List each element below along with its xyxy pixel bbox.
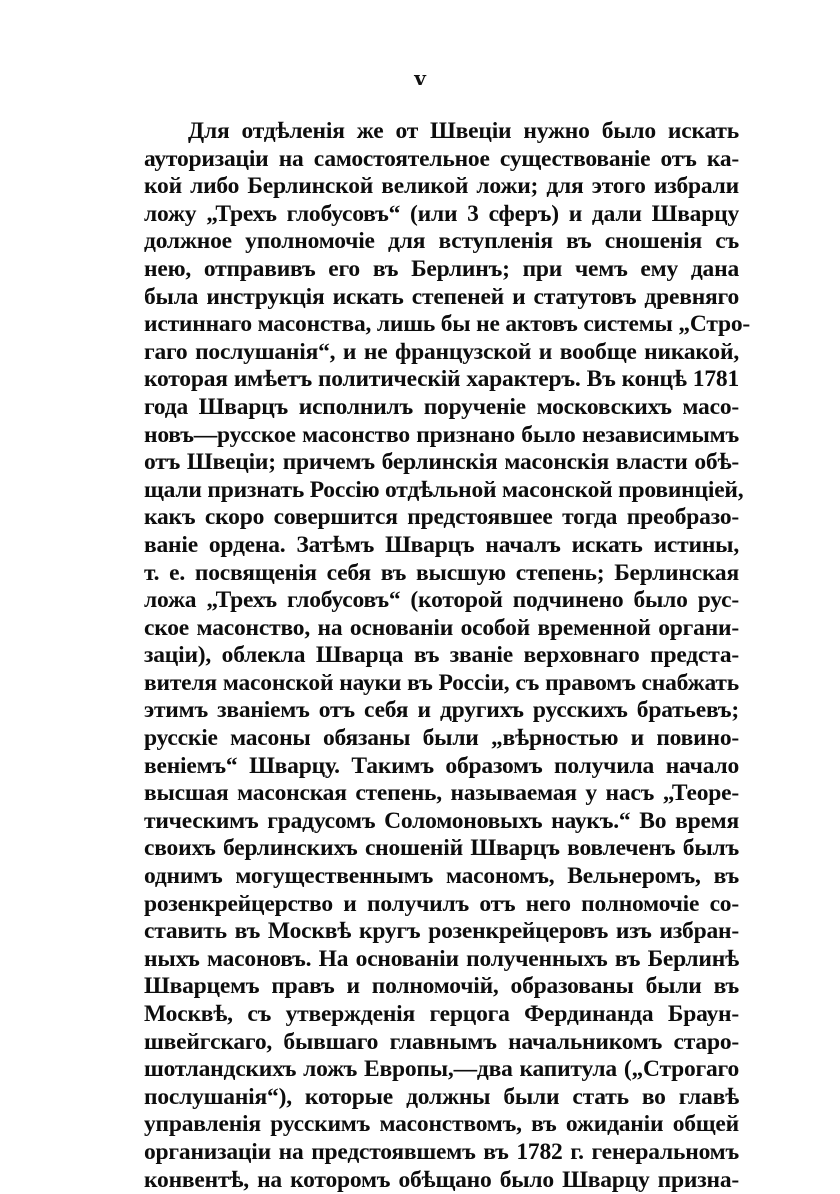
text-line: управленія русскимъ масонствомъ, въ ожиданіи общей [144,1111,739,1138]
text-line: ныхъ масоновъ. На основаніи полученныхъ въ Берлинѣ [144,945,739,972]
text-line: заціи), облекла Шварца въ званіе верховнаго предста- [144,642,739,669]
text-line: гаго послушанія“, и не французской и вообще никакой, [144,338,739,365]
text-line: розенкрейцерство и получилъ отъ него полномочіе со- [144,890,739,917]
text-line: русскіе масоны обязаны были „вѣрностью и повино- [144,725,739,752]
text-line: нею, отправивъ его въ Берлинъ; при чемъ ему дана [144,255,739,282]
text-line: Для отдѣленія же от Швеціи нужно было искать [188,118,739,144]
text-line: была инструкція искать степеней и статутовъ древняго [144,283,739,310]
text-line: ложа „Трехъ глобусовъ“ (которой подчинено было рус- [144,587,739,614]
text-line: швейгскаго, бывшаго главнымъ начальникомъ старо- [144,1028,739,1055]
text-line: Москвѣ, съ утвержденія герцога Фердинанда Браун- [144,1001,739,1027]
text-line: щали признать Россію отдѣльной масонской провинціей, [144,476,744,503]
text-line: однимъ могущественнымъ масономъ, Вельнеромъ, въ [144,863,739,890]
text-line: ауторизаціи на самостоятельное существованіе отъ ка- [144,145,739,172]
text-line: ское масонство, на основаніи особой временной органи- [144,614,739,641]
text-line: этимъ званіемъ отъ себя и другихъ русскихъ братьевъ; [144,697,739,724]
text-line: шотландскихъ ложъ Европы,—два капитула („Строгаго [144,1056,739,1083]
text-line: какъ скоро совершится предстоявшее тогда преобразо- [144,504,739,531]
text-line: года Шварцъ исполнилъ порученіе московскихъ масо- [144,393,739,420]
text-line: послушанія“), которые должны были стать во главѣ [144,1083,739,1110]
text-line: высшая масонская степень, называемая у насъ „Теоре- [144,780,739,807]
body-text [144,118,751,1194]
text-line: веніемъ“ Шварцу. Такимъ образомъ получила начало [144,752,739,779]
text-line: которая имѣетъ политическій характеръ. Въ концѣ 1781 [144,366,739,393]
text-line: организаціи на предстоявшемъ въ 1782 г. генеральномъ [144,1138,739,1165]
text-line: вителя масонской науки въ Россіи, съ правомъ снабжать [144,669,739,696]
text-line: отъ Швеціи; причемъ берлинскія масонскія власти обѣ- [144,449,739,476]
page-number: v [414,66,426,90]
text-line: своихъ берлинскихъ сношеній Шварцъ вовлеченъ былъ [144,835,739,862]
text-line: Шварцемъ правъ и полномочій, образованы были въ [144,973,739,1000]
text-line: ложу „Трехъ глобусовъ“ (или 3 сферъ) и дали Шварцу [144,200,739,227]
text-line: должное уполномочіе для вступленія въ сношенія съ [144,228,739,255]
text-line: ваніе ордена. Затѣмъ Шварцъ началъ искать истины, [144,531,739,558]
text-line: т. е. посвященія себя въ высшую степень; Берлинская [144,559,739,586]
text-line: новъ—русское масонство признано было независимымъ [144,421,739,448]
text-line: истиннаго масонства, лишь бы не актовъ системы „Стро- [144,311,751,338]
text-line: ставить въ Москвѣ кругъ розенкрейцеровъ изъ избран- [144,918,739,945]
text-line: конвентѣ, на которомъ обѣщано было Шварцу призна- [144,1166,739,1193]
text-line: кой либо Берлинской великой ложи; для этого избрали [144,173,739,200]
text-line: тическимъ градусомъ Соломоновыхъ наукъ.“ Во время [144,807,739,834]
